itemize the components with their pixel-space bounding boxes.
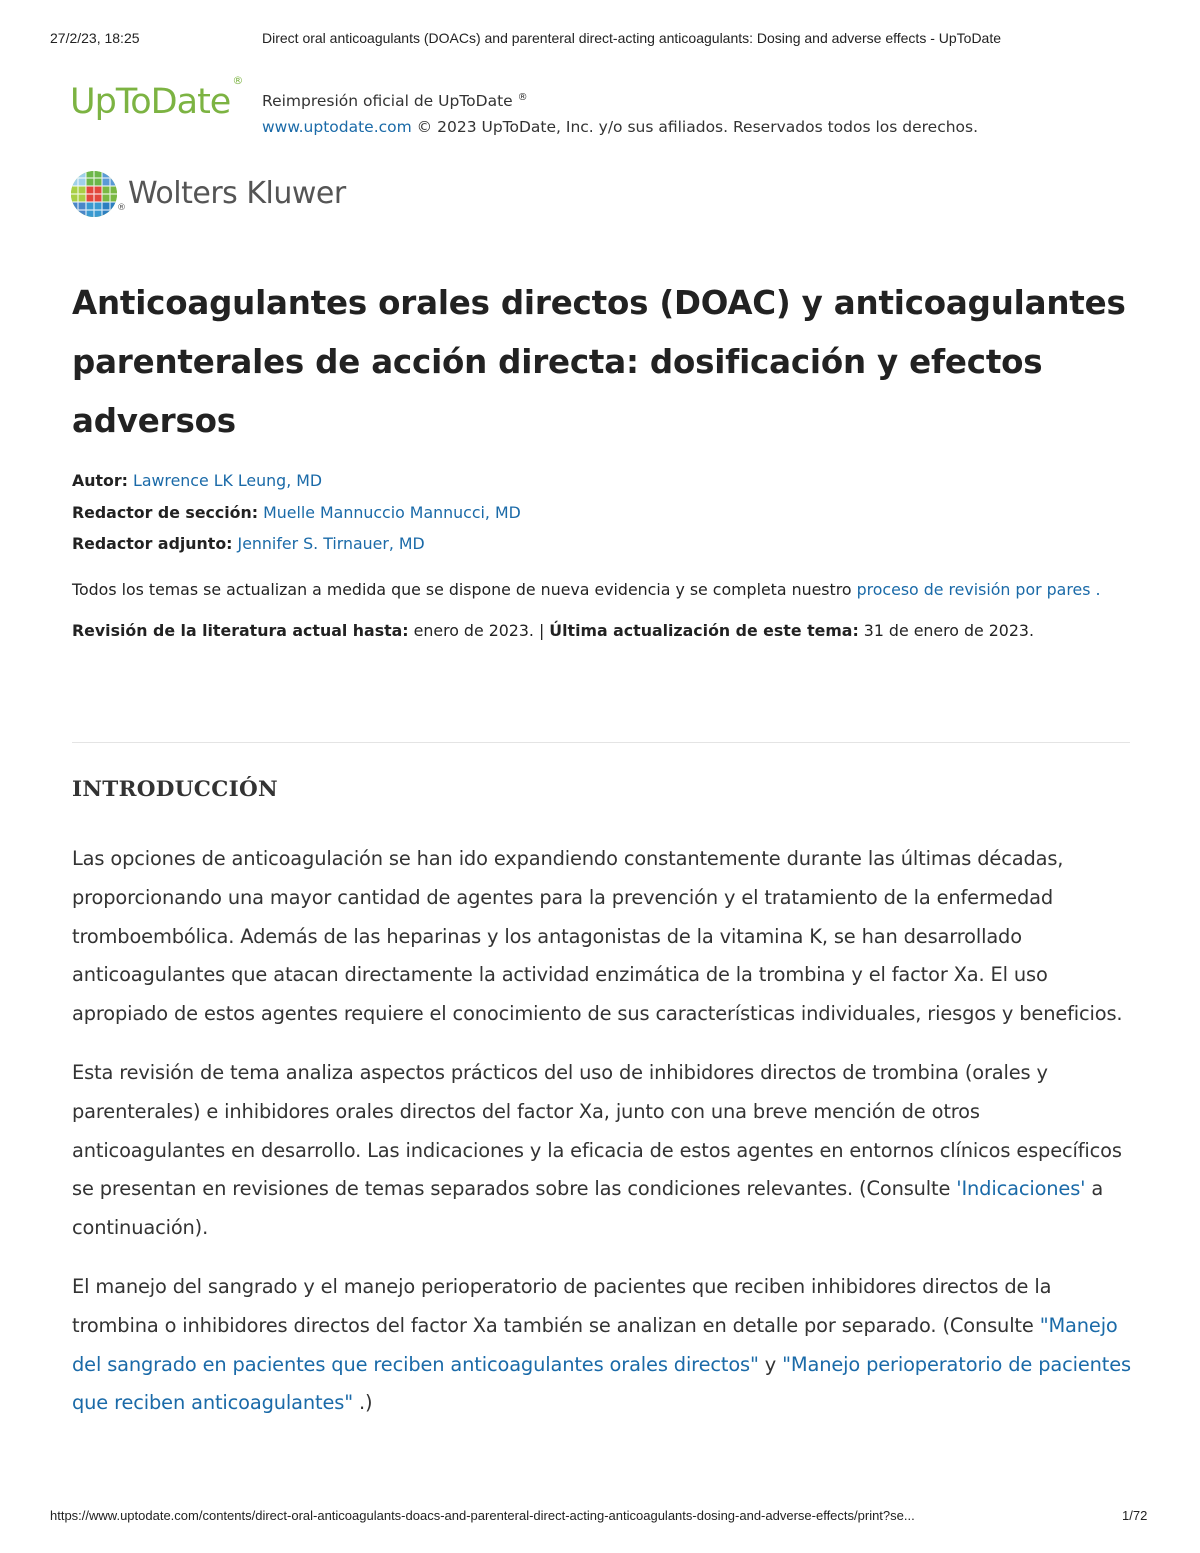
update-note: Todos los temas se actualizan a medida que se dispone de nueva evidencia y se completa nuestro proceso de revisión por pares .: [72, 579, 1101, 599]
reprint-notice: Reimpresión oficial de UpToDate ® www.uptodate.com © 2023 UpToDate, Inc. y/o sus afiliados. Reservados todos los derechos.: [262, 92, 979, 137]
section-editor-link[interactable]: Muelle Mannuccio Mannucci, MD: [263, 502, 521, 522]
indicaciones-link[interactable]: 'Indicaciones': [956, 1177, 1086, 1201]
introduction-section: [72, 768, 1132, 1423]
review-dates: Revisión de la literatura actual hasta: enero de 2023. | Última actualización de este tema: 31 de enero de 2023.: [72, 621, 1034, 640]
deputy-editor-label: Redactor adjunto:: [72, 534, 233, 553]
bleeding-management-link[interactable]: "Manejo del sangrado en pacientes que reciben anticoagulantes orales directos": [72, 1313, 1118, 1376]
updated-label: Última actualización de este tema:: [549, 621, 859, 640]
author-label: Autor:: [72, 471, 128, 490]
article-credits: [72, 465, 1132, 560]
deputy-editor-link[interactable]: Jennifer S. Tirnauer, MD: [237, 534, 425, 553]
perioperative-management-link[interactable]: "Manejo perioperatorio de pacientes que reciben anticoagulantes": [72, 1352, 1131, 1415]
section-heading: INTRODUCCIÓN: [72, 777, 278, 802]
article-title: Anticoagulantes orales directos (DOAC) y anticoagulantes parenterales de acción directa: dosificación y efectos adversos: [72, 284, 1126, 440]
article-header: [72, 274, 1132, 647]
section-editor-label: Redactor de sección:: [72, 502, 259, 522]
author-link[interactable]: Lawrence LK Leung, MD: [133, 471, 323, 490]
wolters-kluwer-mark-icon: [70, 170, 118, 218]
reprint-banner: [70, 74, 1150, 142]
intro-paragraph-1: Las opciones de anticoagulación se han ido expandiendo constantemente durante las últimas décadas, proporcionando una mayor cantidad de agentes para la prevención y el tratamiento de la enfermedad tromboembólica. Además de las heparinas y los antagonistas de la vitamina K, se han desarrollado anticoagulantes que atacan directamente la actividad enzimática de la trombina y el factor Xa. El uso apropiado de estos agentes requiere el conocimiento de sus características individuales, riesgos y beneficios.: [72, 847, 1123, 1026]
page-number: 1/72: [1122, 1508, 1148, 1523]
review-label: Revisión de la literatura actual hasta:: [72, 621, 409, 640]
intro-paragraph-2: Esta revisión de tema analiza aspectos prácticos del uso de inhibidores directos de trombina (orales y parenterales) e inhibidores orales directos del factor Xa, junto con una breve mención de otros anticoagulantes en desarrollo. Las indicaciones y la eficacia de estos agentes en entornos clínicos específicos se presentan en revisiones de temas separados sobre las condiciones relevantes. (Consulte 'Indicaciones' a continuación).: [72, 1060, 1122, 1240]
uptodate-link[interactable]: www.uptodate.com: [262, 118, 412, 137]
reprint-line1: Reimpresión oficial de UpToDate: [262, 92, 513, 111]
peer-review-link[interactable]: proceso de revisión por pares .: [856, 579, 1101, 599]
wolters-kluwer-name: Wolters Kluwer: [128, 176, 346, 211]
copyright-text: © 2023 UpToDate, Inc. y/o sus afiliados. Reservados todos los derechos.: [411, 118, 979, 137]
intro-paragraph-3: El manejo del sangrado y el manejo perioperatorio de pacientes que reciben inhibidores directos de la trombina o inhibidores directos del factor Xa también se analizan en detalle por separado. (Consulte "Manejo del sangrado en pacientes que reciben anticoagulantes orales directos" y "Manejo perioperatorio de pacientes que reciben anticoagulantes" .): [72, 1274, 1131, 1415]
print-datetime: 27/2/23, 18:25: [50, 30, 140, 46]
uptodate-logo: UpToDate®: [70, 74, 243, 122]
print-page-title: Direct oral anticoagulants (DOACs) and parenteral direct-acting anticoagulants: Dosing and adverse effects - UpToDate: [262, 30, 1002, 46]
print-url: https://www.uptodate.com/contents/direct-oral-anticoagulants-doacs-and-parenteral-direct-acting-anticoagulants-dosing-and-adverse-effects/print?se...: [50, 1508, 915, 1523]
section-divider: [72, 742, 1130, 743]
